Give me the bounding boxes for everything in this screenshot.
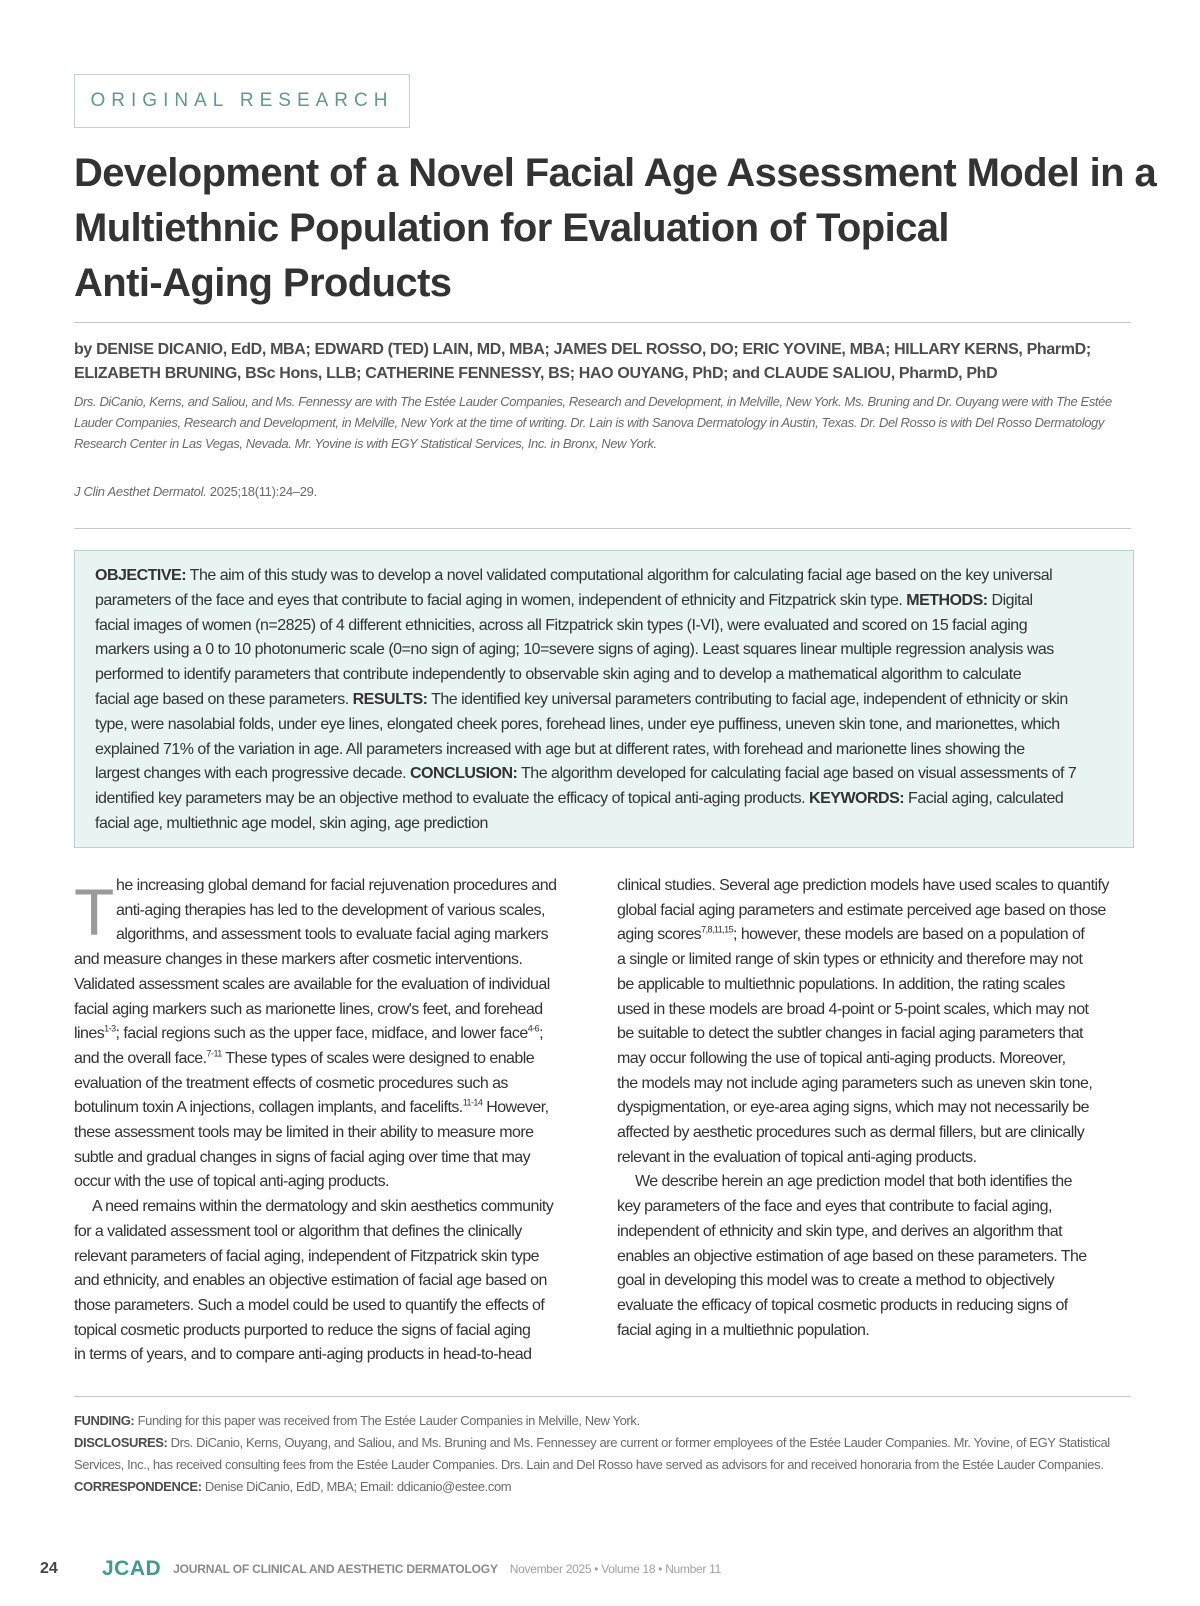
body-line: and ethnicity, and enables an objective estimation of facial age based on bbox=[74, 1272, 547, 1290]
abstract-text: parameters of the face and eyes that contribute to facial aging in women, independent of ethnicity and Fitzpatrick skin type. bbox=[95, 591, 907, 609]
body-line: these assessment tools may be limited in their ability to measure more bbox=[74, 1124, 534, 1142]
author-list bbox=[74, 338, 1134, 386]
body-text: lines bbox=[74, 1025, 105, 1043]
objective-label: OBJECTIVE: bbox=[95, 567, 187, 584]
abstract-line bbox=[95, 762, 1115, 787]
body-text: botulinum toxin A injections, collagen implants, and facelifts. bbox=[74, 1099, 463, 1117]
body-line: clinical studies. Several age prediction models have used scales to quantify bbox=[617, 877, 1109, 894]
body-text: These types of scales were designed to enable bbox=[221, 1049, 535, 1067]
abstract-line bbox=[95, 589, 1115, 614]
body-line: in terms of years, and to compare anti-aging products in head-to-head bbox=[74, 1346, 532, 1364]
abstract-text: facial age based on these parameters. bbox=[95, 690, 353, 708]
abstract-line: facial age, multiethnic age model, skin aging, age prediction bbox=[95, 814, 488, 832]
body-text: and the overall face. bbox=[74, 1049, 207, 1067]
body-line: subtle and gradual changes in signs of facial aging over time that may bbox=[74, 1148, 531, 1166]
keywords-label: KEYWORDS: bbox=[809, 790, 905, 808]
body-line: a single or limited range of skin types or ethnicity and therefore may not bbox=[617, 951, 1083, 969]
body-line: anti-aging therapies has led to the development of various scales, bbox=[116, 901, 545, 919]
funding-text: Funding for this paper was received from The Estée Lauder Companies in Melville, New York. bbox=[134, 1413, 640, 1428]
body-line: goal in developing this model was to create a method to objectively bbox=[617, 1272, 1055, 1290]
body-line: relevant parameters of facial aging, independent of Fitzpatrick skin type bbox=[74, 1247, 540, 1265]
body-line bbox=[74, 1096, 598, 1121]
funding-note bbox=[74, 1410, 1134, 1432]
affiliations bbox=[74, 391, 1134, 454]
body-line: evaluation of the treatment effects of cosmetic procedures such as bbox=[74, 1074, 508, 1092]
body-column-right bbox=[617, 874, 1141, 1343]
body-text: ; bbox=[539, 1025, 543, 1043]
abstract-line: type, were nasolabial folds, under eye lines, elongated cheek pores, forehead lines, under eye puffiness, uneven skin tone, and marionettes, which bbox=[95, 715, 1060, 733]
citation-journal: J Clin Aesthet Dermatol. bbox=[74, 484, 207, 499]
affiliation-line: Research Center in Las Vegas, Nevada. Mr. Yovine is with EGY Statistical Services, Inc. in Bronx, New York. bbox=[74, 436, 657, 451]
abstract-line: markers using a 0 to 10 photonumeric scale (0=no sign of aging; 10=severe signs of aging). Least squares linear multiple regression analysis was bbox=[95, 641, 1054, 659]
title-divider bbox=[74, 322, 1131, 323]
abstract-line bbox=[95, 787, 1115, 812]
abstract-line bbox=[95, 564, 1115, 589]
reference-superscript: 7,8,11,15 bbox=[701, 925, 734, 936]
title-line: Multiethnic Population for Evaluation of Topical bbox=[74, 206, 949, 250]
body-column-left bbox=[74, 874, 598, 1368]
body-line: independent of ethnicity and skin type, and derives an algorithm that bbox=[617, 1222, 1063, 1240]
methods-label: METHODS: bbox=[906, 591, 988, 609]
body-text: ; facial regions such as the upper face, midface, and lower face bbox=[115, 1025, 528, 1043]
correspondence-note bbox=[74, 1476, 1134, 1498]
body-line: algorithms, and assessment tools to evaluate facial aging markers bbox=[116, 926, 549, 944]
abstract-line: facial images of women (n=2825) of 4 different ethnicities, across all Fitzpatrick skin types (I-VI), were evaluated and scored on 15 facial aging bbox=[95, 616, 1028, 634]
issue-info: November 2025 • Volume 18 • Number 11 bbox=[509, 1562, 721, 1576]
body-line: key parameters of the face and eyes that contribute to facial aging, bbox=[617, 1198, 1052, 1216]
body-line: We describe herein an age prediction model that both identifies the bbox=[635, 1173, 1072, 1191]
body-text: aging scores bbox=[617, 926, 702, 944]
conclusion-label: CONCLUSION: bbox=[409, 765, 518, 783]
disclosures-note bbox=[74, 1432, 1134, 1454]
body-line: the models may not include aging parameters such as uneven skin tone, bbox=[617, 1074, 1093, 1092]
reference-superscript: 11-14 bbox=[462, 1098, 483, 1108]
page-number: 24 bbox=[40, 1560, 58, 1577]
body-line: facial aging markers such as marionette lines, crow's feet, and forehead bbox=[74, 1000, 543, 1018]
disclosures-note-cont: Services, Inc., has received consulting fees from the Estée Lauder Companies. Drs. Lain and Del Rosso have served as advisors for and received honoraria from the Estée Lauder Companies. bbox=[74, 1457, 1104, 1472]
body-line: for a validated assessment tool or algorithm that defines the clinically bbox=[74, 1222, 522, 1240]
abstract-line bbox=[95, 688, 1115, 713]
section-label: ORIGINAL RESEARCH bbox=[74, 74, 410, 128]
abstract-line: performed to identify parameters that contribute independently to observable skin aging and to develop a mathematical algorithm to calculate bbox=[95, 666, 1022, 684]
body-line: be applicable to multiethnic populations. In addition, the rating scales bbox=[617, 975, 1065, 993]
affiliation-line: Drs. DiCanio, Kerns, and Saliou, and Ms. Fennessy are with The Estée Lauder Companies, Research and Development, in Melville, New York. Ms. Bruning and Dr. Ouyang were with The Estée bbox=[74, 394, 1112, 409]
header-divider bbox=[74, 528, 1131, 529]
article-title bbox=[74, 146, 1157, 311]
body-line: used in these models are broad 4-point or 5-point scales, which may not bbox=[617, 1000, 1089, 1018]
body-line bbox=[617, 923, 1141, 948]
affiliation-line: Lauder Companies, Research and Development, in Melville, New York at the time of writing. Dr. Lain is with Sanova Dermatology in Austin, Texas. Dr. Del Rosso is with Del Rosso Dermatology bbox=[74, 415, 1104, 430]
body-line: enables an objective estimation of age based on these parameters. The bbox=[617, 1247, 1087, 1265]
body-line: and measure changes in these markers after cosmetic interventions. bbox=[74, 951, 523, 969]
body-line: be suitable to detect the subtler changes in facial aging parameters that bbox=[617, 1025, 1083, 1043]
abstract-text: The algorithm developed for calculating facial age based on visual assessments of 7 bbox=[517, 765, 1077, 783]
body-text: However, bbox=[482, 1099, 549, 1117]
body-line: evaluate the efficacy of topical cosmetic products in reducing signs of bbox=[617, 1296, 1068, 1314]
body-line: occur with the use of topical anti-aging products. bbox=[74, 1173, 389, 1191]
body-line: affected by aesthetic procedures such as dermal fillers, but are clinically bbox=[617, 1124, 1085, 1142]
body-line: dyspigmentation, or eye-area aging signs, which may not necessarily be bbox=[617, 1099, 1089, 1117]
authors-line: by DENISE DICANIO, EdD, MBA; EDWARD (TED) LAIN, MD, MBA; JAMES DEL ROSSO, DO; ERIC YOVINE, MBA; HILLARY KERNS, PharmD; bbox=[74, 341, 1091, 358]
body-line: he increasing global demand for facial rejuvenation procedures and bbox=[116, 877, 557, 894]
reference-superscript: 1-3 bbox=[104, 1023, 116, 1034]
abstract-text: identified key parameters may be an objective method to evaluate the efficacy of topical anti-aging products. bbox=[95, 790, 810, 808]
journal-logo: JCAD bbox=[102, 1557, 162, 1580]
results-label: RESULTS: bbox=[352, 690, 428, 708]
abstract-text: Digital bbox=[987, 591, 1033, 609]
funding-label: FUNDING: bbox=[74, 1413, 135, 1428]
reference-superscript: 7-11 bbox=[206, 1048, 222, 1059]
body-line: those parameters. Such a model could be used to quantify the effects of bbox=[74, 1296, 545, 1314]
journal-name: JOURNAL OF CLINICAL AND AESTHETIC DERMATOLOGY bbox=[173, 1562, 498, 1576]
body-text: ; however, these models are based on a population of bbox=[733, 926, 1085, 944]
abstract-box bbox=[74, 550, 1134, 848]
body-line: relevant in the evaluation of topical anti-aging products. bbox=[617, 1148, 977, 1166]
page-footer bbox=[40, 1554, 1040, 1584]
body-line bbox=[74, 1022, 598, 1047]
title-line: Development of a Novel Facial Age Assessment Model in a bbox=[74, 151, 1157, 195]
title-line: Anti-Aging Products bbox=[74, 261, 452, 305]
drop-cap: T bbox=[74, 875, 114, 949]
body-line bbox=[74, 1047, 598, 1072]
disclosures-text: Drs. DiCanio, Kerns, Ouyang, and Saliou, and Ms. Bruning and Ms. Fennessey are current or former employees of the Estée Lauder Companies. Mr. Yovine, of EGY Statistical bbox=[167, 1435, 1110, 1450]
abstract-text: largest changes with each progressive decade. bbox=[95, 765, 410, 783]
correspondence-label: CORRESPONDENCE: bbox=[74, 1479, 202, 1494]
citation-details: 2025;18(11):24–29. bbox=[206, 484, 317, 499]
abstract-line: explained 71% of the variation in age. All parameters increased with age but at different rates, with forehead and marionette lines showing the bbox=[95, 740, 1025, 758]
reference-superscript: 4-6 bbox=[527, 1023, 540, 1034]
body-line: may occur following the use of topical anti-aging products. Moreover, bbox=[617, 1049, 1066, 1067]
abstract-text: The identified key universal parameters contributing to facial age, independent of ethnicity or skin bbox=[427, 690, 1068, 708]
body-line: global facial aging parameters and estimate perceived age based on those bbox=[617, 901, 1106, 919]
citation bbox=[74, 484, 317, 499]
body-line: facial aging in a multiethnic population. bbox=[617, 1321, 870, 1339]
disclosures-label: DISCLOSURES: bbox=[74, 1435, 168, 1450]
body-line: topical cosmetic products purported to reduce the signs of facial aging bbox=[74, 1321, 531, 1339]
body-line: Validated assessment scales are available for the evaluation of individual bbox=[74, 975, 550, 993]
correspondence-text: Denise DiCanio, EdD, MBA; Email: ddicanio@estee.com bbox=[201, 1479, 512, 1494]
abstract-text: Facial aging, calculated bbox=[904, 790, 1064, 808]
article-notes bbox=[74, 1410, 1134, 1498]
body-line: A need remains within the dermatology and skin aesthetics community bbox=[92, 1198, 554, 1216]
abstract-text: The aim of this study was to develop a novel validated computational algorithm for calculating facial age based on the key universal bbox=[186, 567, 1053, 584]
notes-divider bbox=[74, 1396, 1131, 1397]
authors-line: ELIZABETH BRUNING, BSc Hons, LLB; CATHERINE FENNESSY, BS; HAO OUYANG, PhD; and CLAUDE SALIOU, PharmD, PhD bbox=[74, 365, 998, 382]
